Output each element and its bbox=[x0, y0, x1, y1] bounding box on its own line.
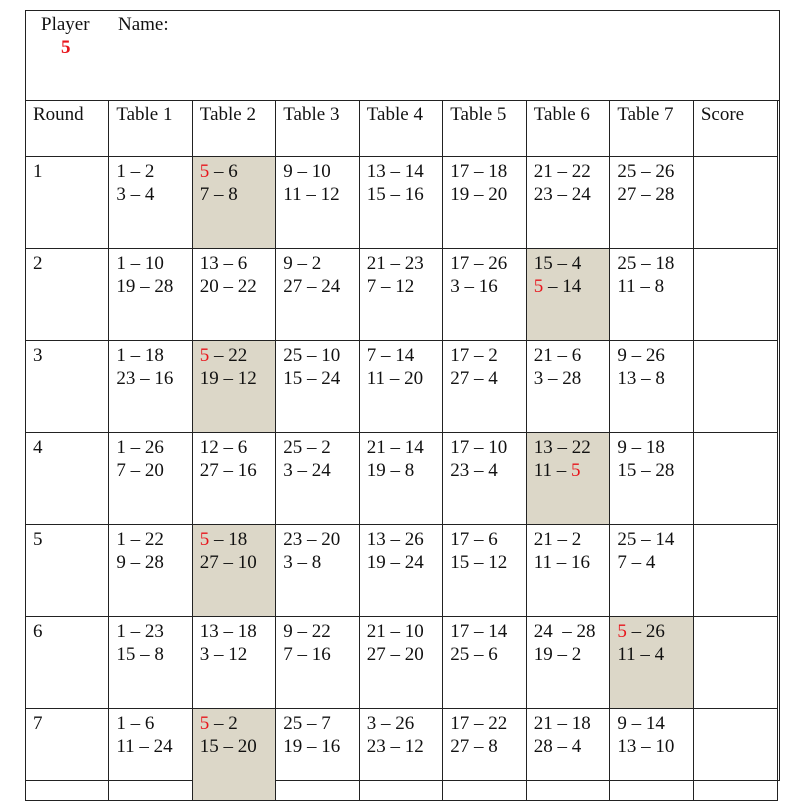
pairing-line: 21 – 14 bbox=[366, 437, 424, 458]
table-cell bbox=[526, 157, 610, 249]
table-row bbox=[26, 617, 778, 709]
table-cell bbox=[610, 249, 693, 341]
pairing-line: 9 – 10 bbox=[283, 161, 331, 182]
pairing-line: 9 – 14 bbox=[617, 713, 665, 734]
pairing-line: 7 – 12 bbox=[366, 276, 415, 297]
pairing-line: 17 – 6 bbox=[450, 529, 498, 550]
pairing-line: 13 – 10 bbox=[617, 736, 675, 757]
pairing-line: 12 – 6 bbox=[199, 437, 248, 458]
table-cell bbox=[610, 433, 693, 525]
pairing-line: 7 – 20 bbox=[116, 460, 164, 481]
pairing-line: 15 – 24 bbox=[283, 368, 341, 389]
pairing-line: 13 – 18 bbox=[199, 621, 257, 642]
pairing-line: 1 – 22 bbox=[116, 529, 164, 550]
pairing-line: 11 – 8 bbox=[617, 276, 665, 297]
pairing-line: 15 – 8 bbox=[116, 644, 164, 665]
column-header: Table 4 bbox=[359, 101, 442, 157]
pairing-line: 19 – 28 bbox=[116, 276, 174, 297]
pairing-line: 5 – 22 bbox=[199, 345, 248, 366]
table-cell bbox=[109, 617, 192, 709]
player-number-highlight: 5 bbox=[533, 276, 544, 297]
pairing-line: 1 – 18 bbox=[116, 345, 164, 366]
round-number: 6 bbox=[26, 617, 109, 709]
pairing-line: 27 – 24 bbox=[283, 276, 341, 297]
table-cell bbox=[192, 617, 275, 709]
pairing-line: 13 – 14 bbox=[366, 161, 424, 182]
table-row bbox=[26, 157, 778, 249]
table-cell bbox=[526, 617, 610, 709]
score-cell[interactable] bbox=[693, 617, 777, 709]
table-row bbox=[26, 709, 778, 801]
player-number-highlight: 5 bbox=[199, 529, 210, 550]
column-header: Score bbox=[693, 101, 777, 157]
pairing-line: 7 – 8 bbox=[199, 184, 238, 205]
pairing-line: 27 – 10 bbox=[199, 552, 257, 573]
round-number: 1 bbox=[26, 157, 109, 249]
pairing-line: 27 – 4 bbox=[450, 368, 498, 389]
pairing-line: 3 – 12 bbox=[199, 644, 248, 665]
player-number-highlight: 5 bbox=[199, 161, 210, 182]
pairing-line: 13 – 26 bbox=[366, 529, 424, 550]
pairing-line: 23 – 16 bbox=[116, 368, 174, 389]
pairing-line: 25 – 10 bbox=[283, 345, 341, 366]
pairing-line: 15 – 16 bbox=[366, 184, 424, 205]
pairing-line: 3 – 16 bbox=[450, 276, 498, 297]
pairing-line: 7 – 14 bbox=[366, 345, 415, 366]
pairing-line: 13 – 8 bbox=[617, 368, 665, 389]
pairing-line: 3 – 8 bbox=[283, 552, 322, 573]
column-header: Table 5 bbox=[443, 101, 526, 157]
pairing-line: 9 – 2 bbox=[283, 253, 322, 274]
table-cell bbox=[443, 433, 526, 525]
score-cell[interactable] bbox=[693, 709, 777, 801]
sheet-header bbox=[26, 11, 779, 101]
pairing-line: 3 – 24 bbox=[283, 460, 331, 481]
table-cell bbox=[359, 617, 442, 709]
table-cell bbox=[109, 341, 192, 433]
table-cell bbox=[109, 157, 192, 249]
pairing-line: 15 – 4 bbox=[533, 253, 582, 274]
pairing-line: 19 – 8 bbox=[366, 460, 415, 481]
player-label: Player bbox=[41, 14, 90, 35]
player-number-highlight: 5 bbox=[199, 713, 210, 734]
column-header: Table 7 bbox=[610, 101, 693, 157]
table-cell bbox=[276, 617, 359, 709]
pairing-line: 9 – 26 bbox=[617, 345, 665, 366]
pairing-line: 27 – 16 bbox=[199, 460, 257, 481]
table-cell bbox=[192, 709, 275, 801]
table-cell bbox=[526, 341, 610, 433]
table-cell bbox=[109, 249, 192, 341]
pairing-line: 19 – 20 bbox=[450, 184, 508, 205]
table-cell bbox=[276, 433, 359, 525]
table-row bbox=[26, 341, 778, 433]
table-cell bbox=[276, 341, 359, 433]
table-cell bbox=[192, 157, 275, 249]
column-header: Table 2 bbox=[192, 101, 275, 157]
pairing-line: 11 – 16 bbox=[533, 552, 591, 573]
pairing-line: 17 – 10 bbox=[450, 437, 508, 458]
table-cell bbox=[109, 525, 192, 617]
pairing-line: 11 – 12 bbox=[283, 184, 340, 205]
pairing-line: 27 – 20 bbox=[366, 644, 424, 665]
pairing-line: 15 – 20 bbox=[199, 736, 257, 757]
table-cell bbox=[610, 709, 693, 801]
score-sheet bbox=[25, 10, 780, 781]
pairing-line: 24 – 28 bbox=[533, 621, 596, 642]
table-cell bbox=[359, 157, 442, 249]
pairing-line: 21 – 18 bbox=[533, 713, 591, 734]
pairing-line: 19 – 12 bbox=[199, 368, 257, 389]
round-number: 3 bbox=[26, 341, 109, 433]
pairing-line: 19 – 16 bbox=[283, 736, 341, 757]
pairing-line: 17 – 26 bbox=[450, 253, 508, 274]
table-cell bbox=[610, 617, 693, 709]
table-row bbox=[26, 525, 778, 617]
table-header-row bbox=[26, 101, 778, 157]
pairing-line: 25 – 14 bbox=[617, 529, 675, 550]
pairing-line: 23 – 4 bbox=[450, 460, 498, 481]
pairing-line: 1 – 6 bbox=[116, 713, 155, 734]
table-cell bbox=[443, 709, 526, 801]
pairing-line: 19 – 2 bbox=[533, 644, 582, 665]
pairing-line: 25 – 18 bbox=[617, 253, 675, 274]
table-cell bbox=[359, 525, 442, 617]
table-cell bbox=[359, 249, 442, 341]
pairing-line: 25 – 6 bbox=[450, 644, 498, 665]
pairing-line: 21 – 2 bbox=[533, 529, 582, 550]
pairing-line: 7 – 4 bbox=[617, 552, 656, 573]
table-cell bbox=[443, 617, 526, 709]
pairing-line: 17 – 2 bbox=[450, 345, 498, 366]
pairing-line: 15 – 28 bbox=[617, 460, 675, 481]
table-cell bbox=[276, 525, 359, 617]
pairing-line: 11 – 5 bbox=[533, 460, 581, 481]
table-cell bbox=[192, 525, 275, 617]
pairing-line: 5 – 14 bbox=[533, 276, 582, 297]
table-cell bbox=[610, 341, 693, 433]
pairing-line: 1 – 10 bbox=[116, 253, 164, 274]
pairing-line: 25 – 7 bbox=[283, 713, 331, 734]
table-row bbox=[26, 249, 778, 341]
table-cell bbox=[192, 433, 275, 525]
table-cell bbox=[443, 249, 526, 341]
pairing-line: 9 – 18 bbox=[617, 437, 665, 458]
round-number: 2 bbox=[26, 249, 109, 341]
round-number: 7 bbox=[26, 709, 109, 801]
column-header: Round bbox=[26, 101, 109, 157]
table-cell bbox=[192, 341, 275, 433]
pairing-line: 13 – 22 bbox=[533, 437, 591, 458]
player-number-highlight: 5 bbox=[617, 621, 627, 642]
table-cell bbox=[276, 157, 359, 249]
pairing-line: 3 – 26 bbox=[366, 713, 415, 734]
pairing-line: 27 – 28 bbox=[617, 184, 675, 205]
pairing-line: 17 – 22 bbox=[450, 713, 508, 734]
pairing-line: 13 – 6 bbox=[199, 253, 248, 274]
pairing-line: 11 – 20 bbox=[366, 368, 424, 389]
score-cell[interactable] bbox=[693, 341, 777, 433]
pairing-line: 25 – 26 bbox=[617, 161, 675, 182]
pairing-line: 7 – 16 bbox=[283, 644, 331, 665]
pairing-line: 3 – 28 bbox=[533, 368, 582, 389]
pairing-line: 3 – 4 bbox=[116, 184, 155, 205]
table-cell bbox=[359, 709, 442, 801]
player-number-highlight: 5 bbox=[199, 345, 210, 366]
pairing-line: 28 – 4 bbox=[533, 736, 582, 757]
table-cell bbox=[359, 341, 442, 433]
table-cell bbox=[443, 341, 526, 433]
table-cell bbox=[526, 525, 610, 617]
pairing-line: 1 – 2 bbox=[116, 161, 155, 182]
round-number: 5 bbox=[26, 525, 109, 617]
pairing-line: 15 – 12 bbox=[450, 552, 508, 573]
pairing-line: 5 – 2 bbox=[199, 713, 238, 734]
pairing-line: 23 – 12 bbox=[366, 736, 424, 757]
pairing-line: 25 – 2 bbox=[283, 437, 331, 458]
column-header: Table 1 bbox=[109, 101, 192, 157]
pairing-line: 1 – 23 bbox=[116, 621, 164, 642]
score-cell[interactable] bbox=[693, 433, 777, 525]
pairing-line: 17 – 18 bbox=[450, 161, 508, 182]
table-cell bbox=[276, 709, 359, 801]
round-number: 4 bbox=[26, 433, 109, 525]
score-cell[interactable] bbox=[693, 249, 777, 341]
table-cell bbox=[526, 709, 610, 801]
table-cell bbox=[610, 157, 693, 249]
pairing-line: 5 – 26 bbox=[617, 621, 665, 642]
score-cell[interactable] bbox=[693, 157, 777, 249]
table-cell bbox=[443, 525, 526, 617]
score-cell[interactable] bbox=[693, 525, 777, 617]
pairing-line: 23 – 20 bbox=[283, 529, 341, 550]
column-header: Table 6 bbox=[526, 101, 610, 157]
table-cell bbox=[526, 249, 610, 341]
pairing-line: 20 – 22 bbox=[199, 276, 257, 297]
pairing-line: 5 – 18 bbox=[199, 529, 248, 550]
pairing-line: 27 – 8 bbox=[450, 736, 498, 757]
player-number-highlight: 5 bbox=[571, 460, 581, 481]
table-cell bbox=[526, 433, 610, 525]
pairing-line: 9 – 22 bbox=[283, 621, 331, 642]
table-cell bbox=[359, 433, 442, 525]
pairing-line: 17 – 14 bbox=[450, 621, 508, 642]
table-cell bbox=[276, 249, 359, 341]
pairing-line: 21 – 6 bbox=[533, 345, 582, 366]
pairing-line: 1 – 26 bbox=[116, 437, 164, 458]
pairing-line: 21 – 23 bbox=[366, 253, 424, 274]
pairing-line: 9 – 28 bbox=[116, 552, 164, 573]
pairing-line: 19 – 24 bbox=[366, 552, 424, 573]
table-cell bbox=[109, 433, 192, 525]
table-cell bbox=[192, 249, 275, 341]
table-cell bbox=[109, 709, 192, 801]
name-field-label: Name: bbox=[118, 14, 169, 35]
pairing-line: 21 – 22 bbox=[533, 161, 591, 182]
player-number: 5 bbox=[61, 37, 71, 58]
pairing-line: 11 – 4 bbox=[617, 644, 665, 665]
schedule-table bbox=[25, 100, 778, 801]
table-row bbox=[26, 433, 778, 525]
pairing-line: 11 – 24 bbox=[116, 736, 173, 757]
pairing-line: 5 – 6 bbox=[199, 161, 238, 182]
table-cell bbox=[610, 525, 693, 617]
pairing-line: 21 – 10 bbox=[366, 621, 424, 642]
column-header: Table 3 bbox=[276, 101, 359, 157]
pairing-line: 23 – 24 bbox=[533, 184, 591, 205]
table-cell bbox=[443, 157, 526, 249]
